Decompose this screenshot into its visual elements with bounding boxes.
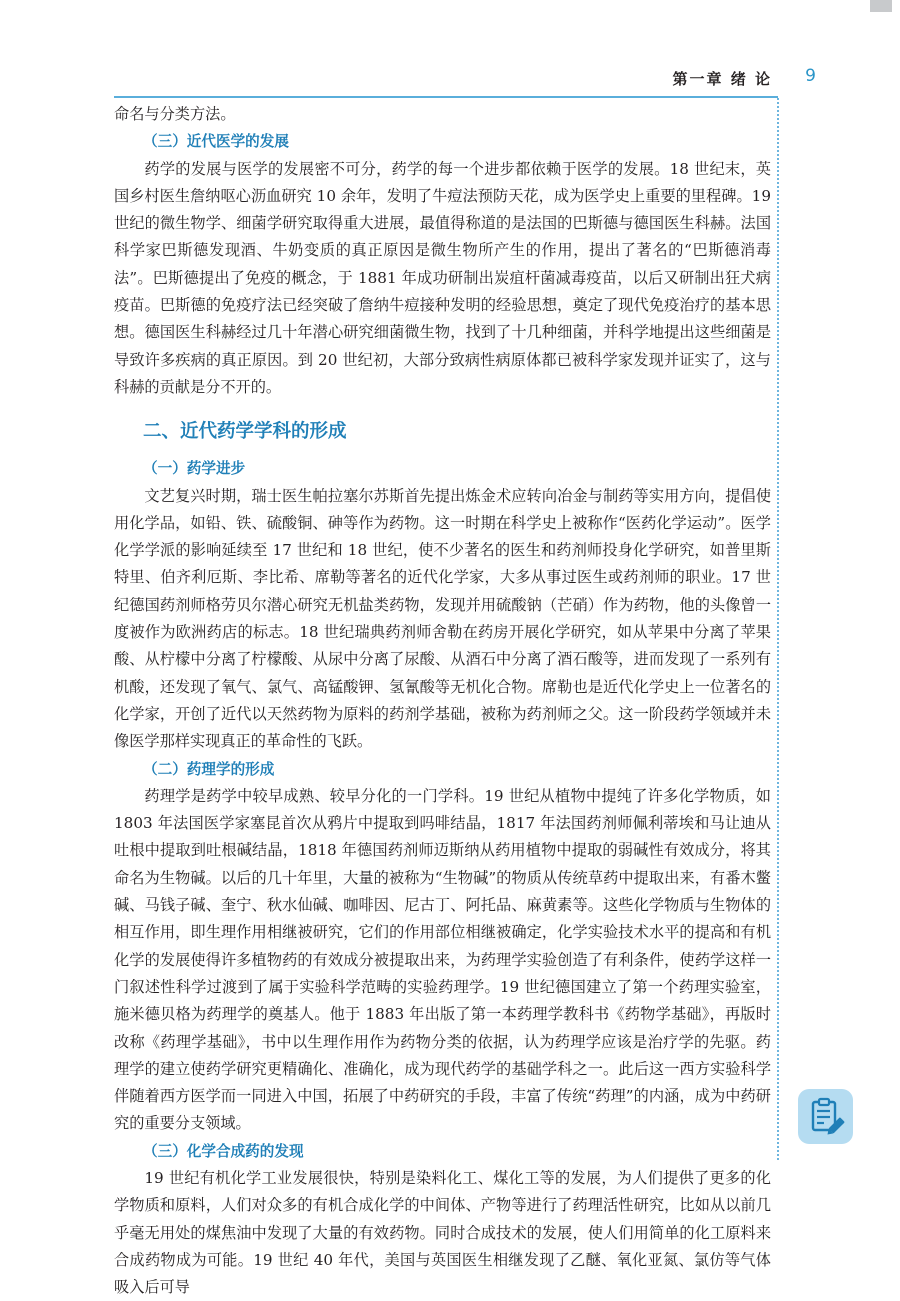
paragraph: 文艺复兴时期，瑞士医生帕拉塞尔苏斯首先提出炼金术应转向冶金与制药等实用方向，提倡使用化学品，如铅、铁、硫酸铜、砷等作为药物。这一时期在科学史上被称作“医药化学运动”。医学化学学派的影响延续至 17 世纪和 18 世纪，使不少著名的医生和药剂师投身化学研究，如普里斯特里、伯齐利厄斯、李比希、席勒等著名的近代化学家，大多从事过医生或药剂师的职业。17 世纪德国药剂师格劳贝尔潜心研究无机盐类药物，发现并用硫酸钠（芒硝）作为药物，他的头像曾一度被作为欧洲药店的标志。18 世纪瑞典药剂师舍勒在药房开展化学研究，如从苹果中分离了苹果酸、从柠檬中分离了柠檬酸、从尿中分离了尿酸、从酒石中分离了酒石酸等，进而发现了一系列有机酸，还发现了氧气、氯气、高锰酸钾、氢氰酸等无机化合物。席勒也是近代化学史上一位著名的化学家，开创了近代以天然药物为原料的药剂学基础，被称为药剂师之父。这一阶段药学领域并未像医学那样实现真正的革命性的飞跃。 xyxy=(114,486,771,751)
page-corner-tab xyxy=(870,0,892,12)
running-head xyxy=(114,64,842,94)
paragraph: 命名与分类方法。 xyxy=(114,105,236,123)
paragraph: 药学的发展与医学的发展密不可分，药学的每一个进步都依赖于医学的发展。18 世纪末，英国乡村医生詹纳呕心沥血研究 10 余年，发明了牛痘法预防天花，成为医学史上重要的里程碑。19 世纪的微生物学、细菌学研究取得重大进展，最值得称道的是法国的巴斯德与德国医生科赫。法国科学家巴斯德发现酒、牛奶变质的真正原因是微生物所产生的作用，提出了著名的“巴斯德消毒法”。巴斯德提出了免疫的概念，于 1881 年成功研制出炭疽杆菌减毒疫苗，以后又研制出狂犬病疫苗。巴斯德的免疫疗法已经突破了詹纳牛痘接种发明的经验思想，奠定了现代免疫治疗的基本思想。德国医生科赫经过几十年潜心研究细菌微生物，找到了十几种细菌，并科学地提出这些细菌是导致许多疾病的真正原因。到 20 世纪初，大部分致病性病原体都已被科学家发现并证实了，这与科赫的贡献是分不开的。 xyxy=(114,159,771,396)
subsection-heading: （三）化学合成药的发现 xyxy=(143,1142,304,1160)
chapter-title: 第一章 绪 论 xyxy=(672,70,772,88)
section-heading: 二、近代药学学科的形成 xyxy=(143,421,347,443)
margin-dotted-rule xyxy=(777,98,779,1160)
subsection-heading: （一）药学进步 xyxy=(143,460,246,478)
header-rule xyxy=(114,96,778,98)
page-body xyxy=(114,101,771,1301)
page-number: 9 xyxy=(805,66,816,86)
paragraph: 19 世纪有机化学工业发展很快，特别是染料化工、煤化工等的发展，为人们提供了更多的化学物质和原料，人们对众多的有机合成化学的中间体、产物等进行了药理活性研究，比如从以前几乎毫无用处的煤焦油中发现了大量的有效药物。同时合成技术的发展，使人们用简单的化工原料来合成药物成为可能。19 世纪 40 年代，美国与英国医生相继发现了乙醚、氧化亚氮、氯仿等气体吸入后可导 xyxy=(114,1168,771,1297)
paragraph: 药理学是药学中较早成熟、较早分化的一门学科。19 世纪从植物中提纯了许多化学物质，如 1803 年法国医学家塞昆首次从鸦片中提取到吗啡结晶，1817 年法国药剂师佩利蒂埃和马让迪从吐根中提取到吐根碱结晶，1818 年德国药剂师迈斯纳从药用植物中提取的弱碱性有效成分，将其命名为生物碱。以后的几十年里，大量的被称为“生物碱”的物质从传统草药中提取出来，有番木鳖碱、马钱子碱、奎宁、秋水仙碱、咖啡因、尼古丁、阿托品、麻黄素等。这些化学物质与生物体的相互作用，即生理作用相继被研究，它们的作用部位相继被确定，化学实验技术水平的提高和有机化学的发展使得许多植物药的有效成分被提取出来，为药理学实验创造了有利条件，使药学这样一门叙述性科学过渡到了属于实验科学范畴的实验药理学。19 世纪德国建立了第一个药理实验室，施米德贝格为药理学的奠基人。他于 1883 年出版了第一本药理学教科书《药物学基础》，再版时改称《药理学基础》，书中以生理作用作为药物分类的依据，认为药理学应该是治疗学的先驱。药理学的建立使药学研究更精确化、准确化，成为现代药学的基础学科之一。此后这一西方实验科学伴随着西方医学而一同进入中国，拓展了中药研究的手段，丰富了传统“药理”的内涵，成为中药研究的重要分支领域。 xyxy=(114,786,771,1133)
subsection-heading: （三）近代医学的发展 xyxy=(143,133,289,151)
subsection-heading: （二）药理学的形成 xyxy=(143,760,275,778)
clipboard-pencil-icon[interactable] xyxy=(798,1089,853,1144)
